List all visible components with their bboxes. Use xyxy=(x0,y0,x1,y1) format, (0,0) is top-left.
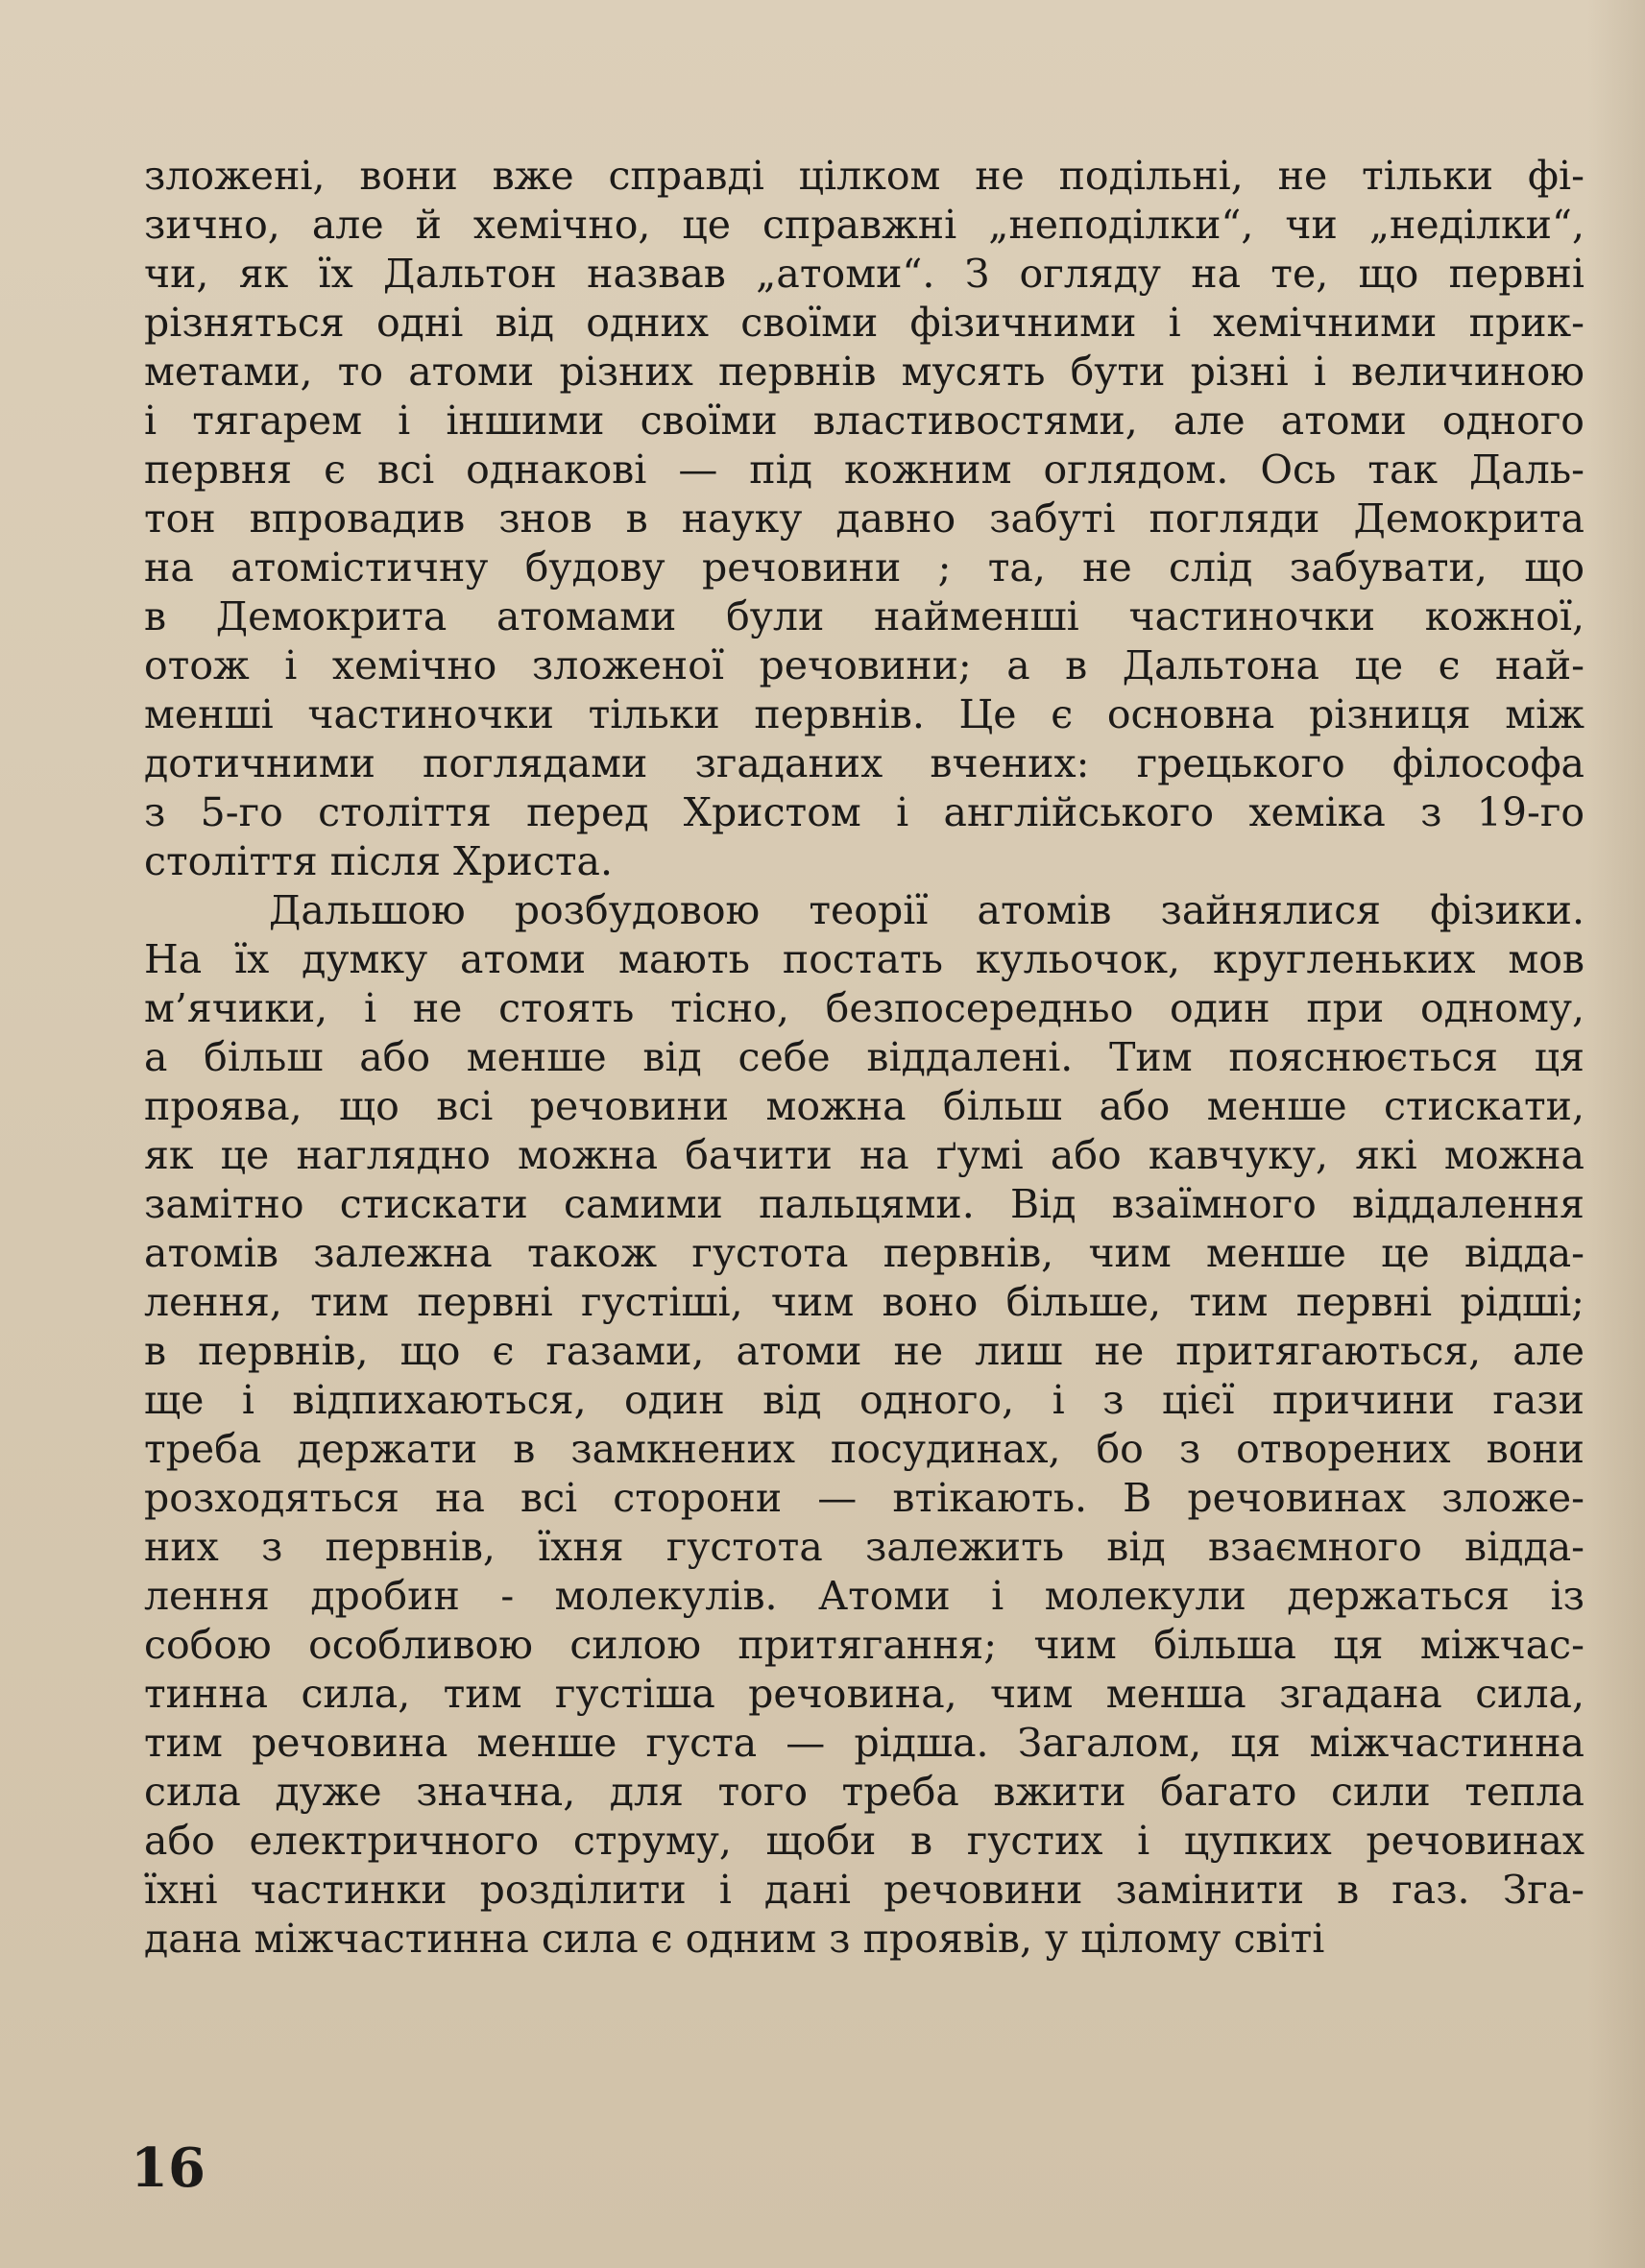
text-line: з 5-го століття перед Христом і англійського хеміка з 19-го xyxy=(144,789,1585,835)
text-line: них з первнів, їхня густота залежить від взаємного відда- xyxy=(144,1524,1585,1570)
text-line: тим речовина менше густа — рідша. Загалом, ця міжчастинна xyxy=(144,1720,1585,1766)
text-line: ще і відпихаються, один від одного, і з цієї причини гази xyxy=(144,1377,1585,1423)
text-line: лення, тим первні густіші, чим воно більше, тим первні рідші; xyxy=(144,1279,1585,1325)
text-line: зично, але й хемічно, це справжні „неподілки“, чи „неділки“, xyxy=(144,202,1585,248)
text-line: метами, то атоми різних первнів мусять бути різні і величиною xyxy=(144,349,1585,395)
text-line: в Демокрита атомами були найменші частиночки кожної, xyxy=(144,593,1585,639)
text-line: проява, що всі речовини можна більш або менше стискати, xyxy=(144,1083,1585,1129)
text-line: в первнів, що є газами, атоми не лиш не притягаються, але xyxy=(144,1328,1585,1374)
text-line: дотичними поглядами згаданих вчених: грецького філософа xyxy=(144,740,1585,786)
text-line: чи, як їх Дальтон назвав „атоми“. З огляду на те, що первні xyxy=(144,251,1585,297)
page-edge-shadow xyxy=(1587,0,1645,2268)
text-line: їхні частинки розділити і дані речовини замінити в газ. Зга- xyxy=(144,1867,1585,1913)
text-line: століття після Христа. xyxy=(144,838,613,884)
text-line: розходяться на всі сторони — втікають. В речовинах зложе- xyxy=(144,1475,1585,1521)
paragraph xyxy=(144,152,1585,886)
text-line: Дальшою розбудовою теорії атомів зайнялися фізики. xyxy=(269,887,1585,933)
text-line: замітно стискати самими пальцями. Від взаїмного віддалення xyxy=(144,1181,1585,1227)
text-line: дана міжчастинна сила є одним з проявів, у цілому світі xyxy=(144,1916,1325,1962)
text-line: первня є всі однакові — під кожним оглядом. Ось так Даль- xyxy=(144,446,1585,493)
text-line: а більш або менше від себе віддалені. Тим пояснюється ця xyxy=(144,1034,1585,1080)
text-line: м’ячики, і не стоять тісно, безпосередньо один при одному, xyxy=(144,985,1585,1031)
text-line: отож і хемічно зложеної речовини; а в Дальтона це є най- xyxy=(144,642,1585,688)
text-line: зложені, вони вже справді цілком не подільні, не тільки фі- xyxy=(144,153,1585,199)
text-line: тон впровадив знов в науку давно забуті погляди Демокрита xyxy=(144,495,1585,542)
body-text xyxy=(144,152,1585,1964)
page-number: 16 xyxy=(131,2136,206,2200)
text-line: сила дуже значна, для того треба вжити багато сили тепла xyxy=(144,1769,1585,1815)
text-line: і тягарем і іншими своїми властивостями, але атоми одного xyxy=(144,398,1585,444)
text-line: різняться одні від одних своїми фізичними і хемічними прик- xyxy=(144,300,1585,346)
paragraph xyxy=(144,886,1585,1964)
text-line: менші частиночки тільки первнів. Це є основна різниця між xyxy=(144,691,1585,737)
text-line: тинна сила, тим густіша речовина, чим менша згадана сила, xyxy=(144,1671,1585,1717)
text-line: треба держати в замкнених посудинах, бо з отворених вони xyxy=(144,1426,1585,1472)
text-line: На їх думку атоми мають постать кульочок, кругленьких мов xyxy=(144,936,1585,982)
text-line: атомів залежна також густота первнів, чим менше це відда- xyxy=(144,1230,1585,1276)
text-line: на атомістичну будову речовини ; та, не слід забувати, що xyxy=(144,544,1585,591)
text-line: собою особливою силою притягання; чим більша ця міжчас- xyxy=(144,1622,1585,1668)
text-line: лення дробин - молекулів. Атоми і молекули держаться із xyxy=(144,1573,1585,1619)
text-line: як це наглядно можна бачити на ґумі або кавчуку, які можна xyxy=(144,1132,1585,1178)
text-line: або електричного струму, щоби в густих і цупких речовинах xyxy=(144,1818,1585,1864)
